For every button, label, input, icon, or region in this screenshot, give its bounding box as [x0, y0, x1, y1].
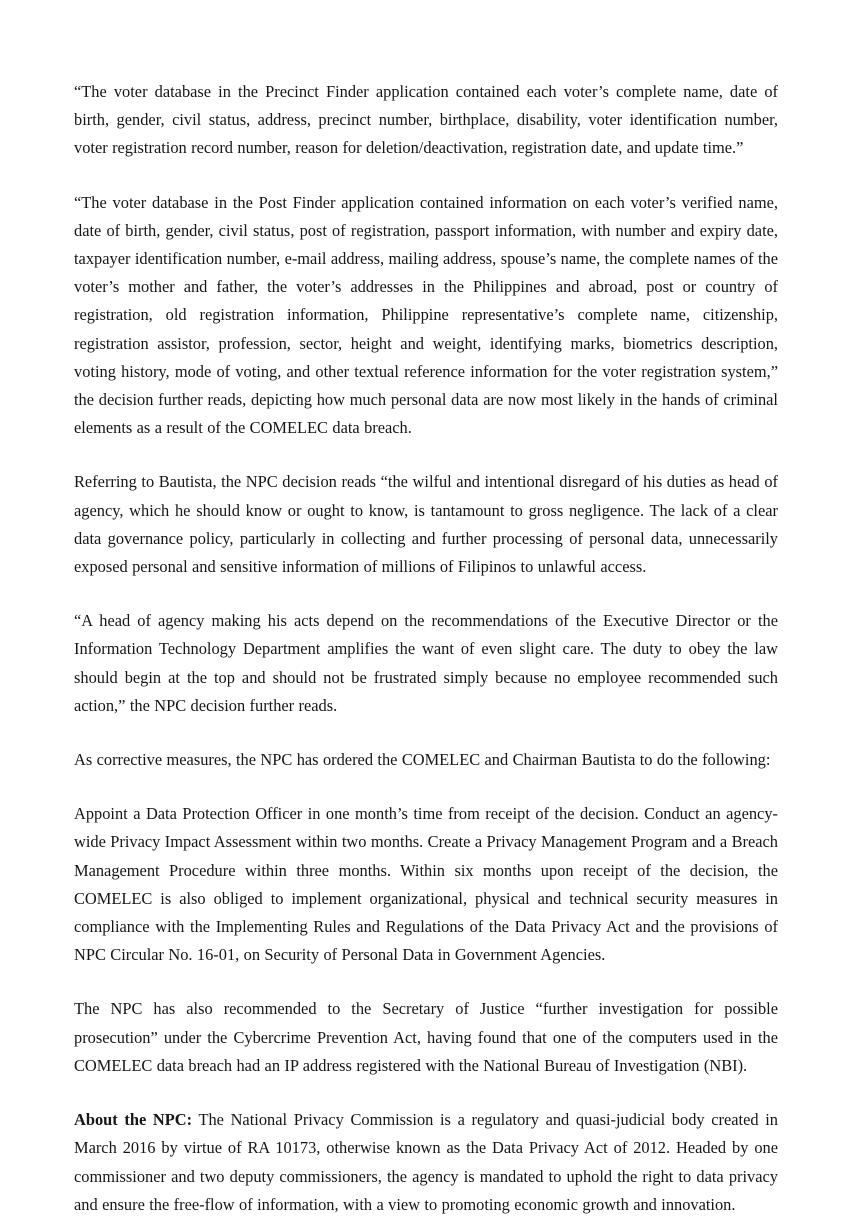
paragraph-precinct-finder-quote	[74, 78, 778, 163]
paragraph-text-post-finder-quote: “The voter database in the Post Finder application contained information on each voter’s verified name, date of birth, gender, civil status, post of registration, passport information, with number and expiry date, taxpayer identification number, e-mail address, mailing address, spouse’s name, the complete names of the voter’s mother and father, the voter’s addresses in the Philippines and abroad, post or country of registration, old registration information, Philippine representative’s complete name, citizenship, registration assistor, profession, sector, height and weight, identifying marks, biometrics description, voting history, mode of voting, and other textual reference information for the voter registration system,” the decision further reads, depicting how much personal data are now most likely in the hands of criminal elements as a result of the COMELEC data breach.	[74, 192, 778, 438]
paragraph-about-the-npc	[74, 1106, 778, 1219]
paragraph-text-head-of-agency-quote: “A head of agency making his acts depend on the recommendations of the Executive Director or the Information Technology Department amplifies the want of even slight care. The duty to obey the law should begin at the top and should not be frustrated simply because no employee recommended such action,” the NPC decision further reads.	[74, 611, 778, 715]
paragraph-text-corrective-measures-intro: As corrective measures, the NPC has ordered the COMELEC and Chairman Bautista to do the following:	[74, 750, 771, 770]
paragraph-text-about-the-npc: The National Privacy Commission is a regulatory and quasi-judicial body created in March 2016 by virtue of RA 10173, otherwise known as the Data Privacy Act of 2012. Headed by one commissioner and two deputy commissioners, the agency is mandated to uphold the right to data privacy and ensure the free-flow of information, with a view to promoting economic growth and innovation.	[74, 1110, 778, 1214]
paragraph-bautista-negligence	[74, 468, 778, 581]
paragraph-text-corrective-measures-detail: Appoint a Data Protection Officer in one month’s time from receipt of the decision. Conduct an agency-wide Privacy Impact Assessment within two months. Create a Privacy Management Program and a Breach Management Procedure within three months. Within six months upon receipt of the decision, the COMELEC is also obliged to implement organizational, physical and technical security measures in compliance with the Implementing Rules and Regulations of the Data Privacy Act and the provisions of NPC Circular No. 16-01, on Security of Personal Data in Government Agencies.	[74, 804, 778, 965]
document-text-column	[74, 78, 778, 1219]
paragraph-text-bautista-negligence: Referring to Bautista, the NPC decision reads “the wilful and intentional disregard of his duties as head of agency, which he should know or ought to know, is tantamount to gross negligence. The lack of a clear data governance policy, particularly in collecting and further processing of personal data, unnecessarily exposed personal and sensitive information of millions of Filipinos to unlawful access.	[74, 472, 778, 577]
paragraph-secretary-of-justice-recommendation	[74, 995, 778, 1080]
paragraph-text-secretary-of-justice-recommendation: The NPC has also recommended to the Secretary of Justice “further investigation for possible prosecution” under the Cybercrime Prevention Act, having found that one of the computers used in the COMELEC data breach had an IP address registered with the National Bureau of Investigation (NBI).	[74, 999, 778, 1075]
paragraph-lead-about-the-npc: About the NPC:	[74, 1110, 193, 1130]
paragraph-head-of-agency-quote	[74, 607, 778, 720]
paragraph-corrective-measures-intro	[74, 746, 778, 774]
paragraph-post-finder-quote	[74, 189, 778, 443]
paragraph-text-precinct-finder-quote: “The voter database in the Precinct Finder application contained each voter’s complete name, date of birth, gender, civil status, address, precinct number, birthplace, disability, voter identification number, voter registration record number, reason for deletion/deactivation, registration date, and update time.”	[74, 82, 778, 158]
paragraph-corrective-measures-detail	[74, 800, 778, 969]
